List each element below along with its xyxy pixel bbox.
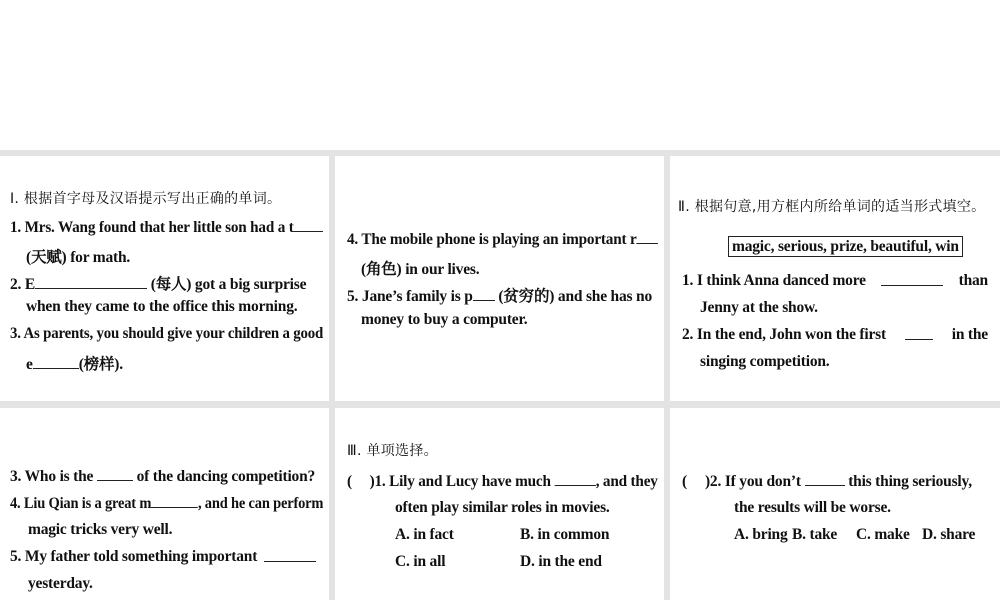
iii-question-2-tail: this thing seriously, <box>848 473 972 490</box>
iii-question-2-text: )2. If you don’t <box>704 473 801 490</box>
worksheet-grid <box>0 150 1000 600</box>
option-d[interactable]: D. in the end <box>520 553 602 570</box>
option-a[interactable]: A. in fact <box>395 526 454 543</box>
ii-question-1-line-1 <box>682 272 988 290</box>
question-3-line-2 <box>26 352 123 374</box>
question-5-line-2: money to buy a computer. <box>361 311 528 328</box>
answer-blank[interactable] <box>905 326 933 340</box>
ii-question-4-line-2: magic tricks very well. <box>28 521 173 538</box>
iii-question-1-tail: , and they <box>595 473 658 490</box>
section-3-title: Ⅲ. 单项选择。 <box>347 443 438 459</box>
ii-question-5-line-1 <box>10 548 316 566</box>
question-4-text: 4. The mobile phone is playing an important r <box>347 231 637 248</box>
question-4-hint: (角色) in our lives. <box>361 261 480 278</box>
question-2-line-1 <box>10 272 306 294</box>
ii-question-2-line-2: singing competition. <box>700 353 830 370</box>
ii-question-1-tail: than <box>958 272 988 289</box>
ii-question-3-text: 3. Who is the <box>10 468 94 485</box>
iii-question-2-line-2: the results will be worse. <box>734 499 891 516</box>
answer-blank[interactable] <box>35 275 147 289</box>
iii-question-1-line-1 <box>347 472 658 491</box>
ii-question-4-line-1 <box>10 494 323 513</box>
answer-blank[interactable] <box>151 494 198 508</box>
answer-paren[interactable]: ( <box>347 473 352 490</box>
ii-question-2-line-1 <box>682 326 988 344</box>
iii-question-1-line-2: often play similar roles in movies. <box>395 499 610 516</box>
question-2-hint: (每人) got a big surprise <box>150 276 307 293</box>
option-c[interactable]: C. in all <box>395 553 446 570</box>
panel-section-1-part-b <box>335 156 664 401</box>
section-2-title: Ⅱ. 根据句意,用方框内所给单词的适当形式填空。 <box>678 199 986 215</box>
ii-question-3-tail: of the dancing competition? <box>136 468 316 485</box>
ii-question-2-text: 2. In the end, John won the first <box>682 326 886 343</box>
word-box <box>728 238 963 256</box>
option-d[interactable]: D. share <box>922 526 976 543</box>
question-3-hint: (榜样). <box>78 356 123 373</box>
answer-blank[interactable] <box>881 272 943 286</box>
answer-paren[interactable]: ( <box>682 473 687 490</box>
ii-question-1-text: 1. I think Anna danced more <box>682 272 866 289</box>
option-c[interactable]: C. make <box>856 526 910 543</box>
section-1-title: Ⅰ. 根据首字母及汉语提示写出正确的单词。 <box>10 191 282 207</box>
answer-blank[interactable] <box>33 355 79 369</box>
ii-question-1-line-2: Jenny at the show. <box>700 299 818 316</box>
option-b[interactable]: B. take <box>792 526 838 543</box>
question-5-text: 5. Jane’s family is p <box>347 288 473 305</box>
ii-question-5-text: 5. My father told something important <box>10 548 258 565</box>
iii-question-2-line-1 <box>682 472 972 491</box>
answer-blank[interactable] <box>637 230 659 244</box>
panel-section-1-part-a <box>0 156 329 401</box>
question-3-letter: e <box>26 356 33 373</box>
question-2-text: 2. E <box>10 276 36 293</box>
panel-section-2-part-a <box>670 156 1000 401</box>
question-1-text: 1. Mrs. Wang found that her little son had a t <box>10 219 294 236</box>
answer-blank[interactable] <box>473 287 495 301</box>
option-b[interactable]: B. in common <box>520 526 610 543</box>
ii-question-5-line-2: yesterday. <box>28 575 93 592</box>
question-5-hint: (贫穷的) and she has no <box>498 288 653 305</box>
question-1-hint: (天赋) for math. <box>26 249 131 266</box>
ii-question-4-tail: , and he can perform <box>197 495 324 512</box>
answer-blank[interactable] <box>264 548 316 562</box>
ii-question-3-line <box>10 467 315 486</box>
panel-section-3-part-b <box>670 408 1000 600</box>
word-box-words: magic, serious, prize, beautiful, win <box>728 236 963 257</box>
answer-blank[interactable] <box>294 218 323 232</box>
question-2-line-2: when they came to the office this morning. <box>26 298 298 315</box>
ii-question-2-tail: in the <box>951 326 988 343</box>
panel-section-2-part-b <box>0 408 329 600</box>
iii-question-1-text: )1. Lily and Lucy have much <box>369 473 551 490</box>
question-4-line-1 <box>347 230 658 249</box>
question-5-line-1 <box>347 284 652 306</box>
ii-question-4-text: 4. Liu Qian is a great m <box>10 495 152 512</box>
option-a[interactable]: A. bring <box>734 526 788 543</box>
question-blank <box>554 472 595 486</box>
panel-section-3-part-a <box>335 408 664 600</box>
question-3-line-1: 3. As parents, you should give your children a good <box>10 325 324 342</box>
question-blank <box>805 472 845 486</box>
answer-blank[interactable] <box>97 467 133 481</box>
question-1-line-1 <box>10 218 323 237</box>
